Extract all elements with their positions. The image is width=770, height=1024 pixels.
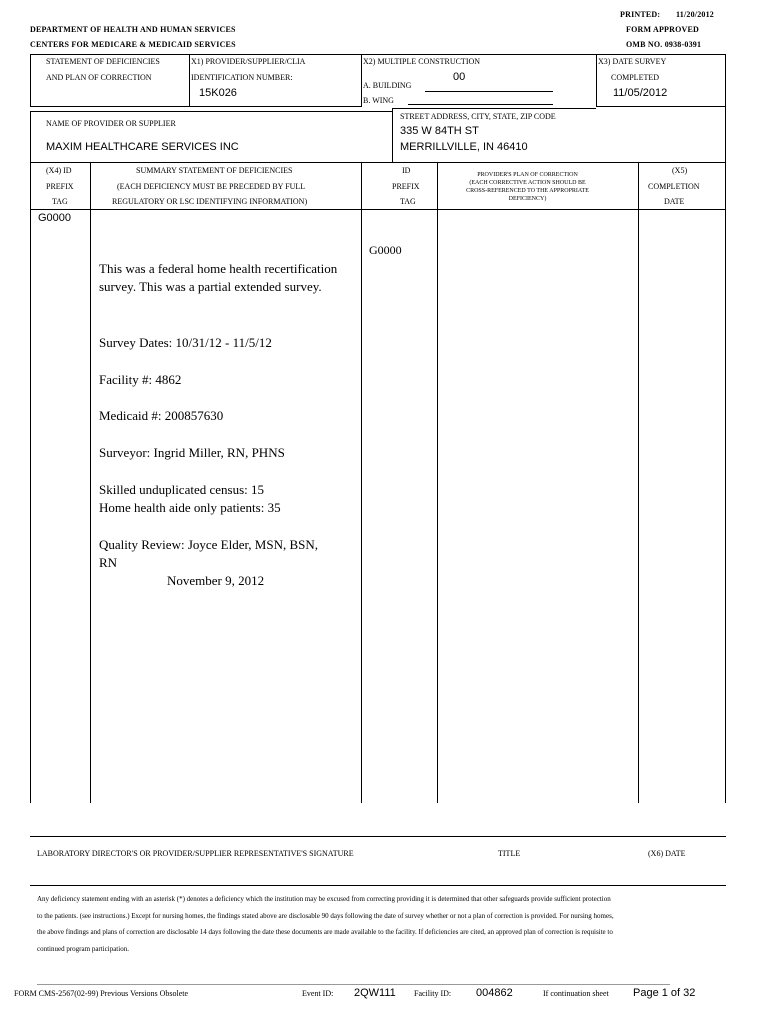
continuation-label: If continuation sheet [543, 989, 609, 998]
facility-id-label: Facility ID: [414, 989, 452, 998]
column-header-top [30, 162, 726, 163]
x2-label: X2) MULTIPLE CONSTRUCTION [363, 57, 481, 66]
top-box-border-top [30, 54, 725, 55]
event-id-value: 2QW111 [354, 987, 396, 999]
review-date: November 9, 2012 [167, 573, 265, 588]
wing-label: B. WING [363, 96, 394, 105]
form-number: FORM CMS-2567(02-99) Previous Versions Obsolete [14, 989, 189, 998]
event-id-label: Event ID: [302, 989, 334, 998]
facility-number: Facility #: 4862 [99, 372, 182, 387]
x3-label-2: COMPLETED [611, 73, 659, 82]
provider-id-value: 15K026 [199, 87, 237, 99]
grid-line-prefix [90, 162, 91, 803]
address-line-1: 335 W 84TH ST [400, 125, 479, 137]
building-underline [425, 91, 553, 92]
grid-line-summary [361, 162, 362, 803]
id-header-3: TAG [400, 197, 416, 206]
survey-description: This was a federal home health recertification survey. This was a partial extended survey. [99, 261, 338, 294]
footer-rule [37, 984, 670, 985]
centers-title: CENTERS FOR MEDICARE & MEDICAID SERVICES [30, 40, 236, 49]
x5-header-1: (X5) [672, 166, 688, 175]
x3-label-1: X3) DATE SURVEY [598, 57, 667, 66]
top-box-bottom-left [30, 106, 362, 107]
grid-line-right [725, 162, 726, 803]
surveyor-name: Surveyor: Ingrid Miller, RN, PHNS [99, 445, 285, 460]
statement-label-1: STATEMENT OF DEFICIENCIES [46, 57, 160, 66]
top-box-border-right [725, 54, 726, 162]
page-number: Page 1 of 32 [633, 987, 696, 999]
id-header-2: PREFIX [392, 182, 420, 191]
column-header-bottom [30, 209, 726, 210]
top-box-divider-3 [596, 54, 597, 106]
x5-header-3: DATE [664, 197, 685, 206]
provider-name-value: MAXIM HEALTHCARE SERVICES INC [46, 141, 239, 153]
title-label: TITLE [498, 849, 521, 858]
plan-header-3: CROSS-REFERENCED TO THE APPROPRIATE [466, 188, 589, 194]
id-header-1: ID [402, 166, 411, 175]
x6-date-label: (X6) DATE [648, 849, 686, 858]
summary-header-3: REGULATORY OR LSC IDENTIFYING INFORMATION) [112, 197, 308, 206]
top-box-divider-1 [189, 54, 190, 106]
signature-label: LABORATORY DIRECTOR'S OR PROVIDER/SUPPLIER REPRESENTATIVE'S SIGNATURE [37, 849, 354, 858]
wing-underline [408, 104, 553, 105]
x5-header-2: COMPLETION [648, 182, 700, 191]
statement-label-2: AND PLAN OF CORRECTION [46, 73, 152, 82]
skilled-census: Skilled unduplicated census: 15 [99, 482, 265, 497]
summary-header-1: SUMMARY STATEMENT OF DEFICIENCIES [136, 166, 293, 175]
summary-header-2: (EACH DEFICIENCY MUST BE PRECEDED BY FULL [117, 182, 306, 191]
top-box-divider-2 [361, 54, 362, 106]
provider-box-top [30, 111, 392, 112]
facility-id-value: 004862 [476, 987, 513, 999]
provider-name-label: NAME OF PROVIDER OR SUPPLIER [46, 119, 176, 128]
plan-header-1: PROVIDER'S PLAN OF CORRECTION [477, 172, 578, 178]
plan-header-2: (EACH CORRECTIVE ACTION SHOULD BE [469, 180, 586, 186]
x1-label-1: X1) PROVIDER/SUPPLIER/CLIA [191, 57, 306, 66]
top-box-bottom-right [596, 106, 726, 107]
plan-header-4: DEFICIENCY) [508, 196, 547, 202]
survey-date-value: 11/05/2012 [613, 87, 668, 99]
building-label: A. BUILDING [363, 81, 412, 90]
printed-date: 11/20/2012 [676, 10, 715, 19]
provider-box-divider [392, 108, 393, 162]
signature-bottom-line [30, 885, 726, 886]
medicaid-number: Medicaid #: 200857630 [99, 408, 224, 423]
top-box-border-left [30, 54, 31, 106]
address-label: STREET ADDRESS, CITY, STATE, ZIP CODE [400, 112, 556, 121]
signature-top-line [30, 836, 726, 837]
address-line-2: MERRILLVILLE, IN 46410 [400, 141, 528, 153]
survey-dates: Survey Dates: 10/31/12 - 11/5/12 [99, 335, 272, 350]
department-title: DEPARTMENT OF HEALTH AND HUMAN SERVICES [30, 25, 236, 34]
x4-header-3: TAG [52, 197, 68, 206]
printed-label: PRINTED: [620, 10, 661, 19]
grid-line-left [30, 162, 31, 803]
x4-header-1: (X4) ID [46, 166, 72, 175]
building-value: 00 [453, 71, 466, 83]
omb-number: OMB NO. 0938-0391 [626, 40, 702, 49]
x1-label-2: IDENTIFICATION NUMBER: [191, 73, 293, 82]
grid-line-plan [638, 162, 639, 803]
form-approved: FORM APPROVED [626, 25, 700, 34]
address-box-top [392, 108, 596, 109]
aide-patients: Home health aide only patients: 35 [99, 500, 281, 515]
right-prefix-tag: G0000 [369, 243, 402, 257]
x4-header-2: PREFIX [46, 182, 74, 191]
disclaimer-text: Any deficiency statement ending with an asterisk (*) denotes a deficiency which the institution may be excused from correcting providing it is determined that other safeguards provide sufficient protection to the patients. (see instructions.) Except for nursing homes, the findings stated above are disclosable 90 days following the date of survey whether or not a plan of correction is provided. For nursing homes, the above findings and plans of correction are disclosable 14 days following the date these documents are made available to the facility. If deficiencies are cited, an approved plan of correction is requisite to continued program participation. [37, 895, 614, 953]
plan-header [440, 171, 615, 203]
left-prefix-tag: G0000 [38, 212, 72, 224]
grid-line-id [437, 162, 438, 803]
provider-box-left [30, 111, 31, 162]
quality-review: Quality Review: Joyce Elder, MSN, BSN, RN [99, 537, 319, 570]
